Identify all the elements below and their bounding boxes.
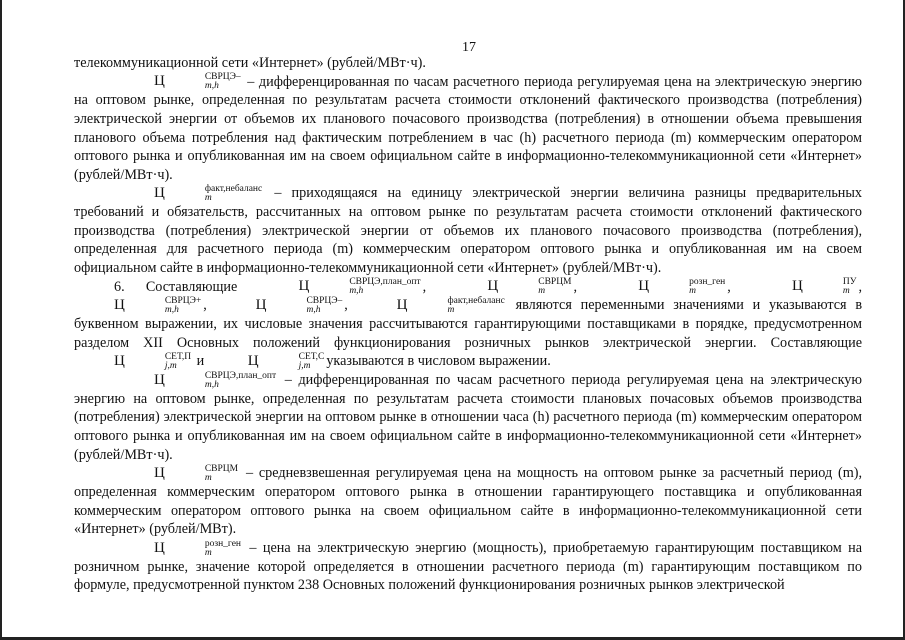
symbol-rozn-gen: Ц розн_ген m	[638, 277, 726, 297]
paragraph-svrcm	[74, 464, 862, 539]
paragraph-item-6: 6. Составляющие Ц СВРЦЭ,план_опт m,h , Ц СВРЦМ m , Ц розн_ген m , Ц ПУ m , Ц СВРЦЭ+ m,h , Ц СВРЦЭ– m,h , Ц факт,небаланс m являются переменными значениями и указываются в буквенном выражении, их числовые значения рассчитываются гарантирующими поставщиками в порядке, предусмотренном разделом XII Основных положений функционирования розничных рынков электрической энергии. Составляющие Ц СЕТ,П j,m и Ц СЕТ,С j,m указываются в числовом выражении.	[74, 277, 863, 372]
symbol-svrcz-minus: Ц СВРЦЭ– m,h	[154, 72, 241, 92]
symbol-svrcm-def: Ц СВРЦМ m	[154, 463, 239, 483]
symbol-set-p: Ц СЕТ,П j,m	[114, 352, 192, 372]
paragraph-rozn-gen	[74, 539, 862, 595]
paragraph-text: – дифференцированная по часам расчетного периода регулируемая цена на электрическую энергию на оптовом рынке, определенная по результатам расчета стоимости отклонений фактического производства (потребления) электрической энергии от объемов их планового почасового производства (потребления) в отношении объема превышения планового объема потребления над фактическим потреблением в час (h) расчетного периода (m) коммерческим оператором оптового рынка и опубликованная им на своем официальном сайте в информационно-телекоммуникационной сети «Интернет» (рублей/МВт·ч).	[74, 73, 862, 183]
scan-border-left	[0, 0, 2, 640]
symbol-fakt-nebalans-2: Ц факт,небаланс m	[396, 296, 505, 316]
paragraph-fakt-nebalans	[74, 184, 862, 277]
symbol-fakt-nebalans: Ц факт,небаланс m	[154, 184, 263, 204]
symbol-svrcz-plan-opt: Ц СВРЦЭ,план_опт m,h	[298, 277, 421, 297]
paragraph-text: – цена на электрическую энергию (мощность), приобретаемую гарантирующим поставщиком на розничном рынке, значение которой определяется в отношении расчетного периода (m) гарантирующим поставщиком по формуле, предусмотренной пунктом 238 Основных положений функционирования розничных рынков электрической	[74, 539, 863, 594]
symbol-svrcm: Ц СВРЦМ m	[487, 277, 572, 297]
page-number: 17	[462, 40, 476, 55]
symbol-set-s: Ц СЕТ,С j,m	[247, 352, 325, 372]
paragraph-svrcz-plan-opt	[74, 371, 862, 464]
document-body	[74, 54, 862, 595]
symbol-svrcz-minus-2: Ц СВРЦЭ– m,h	[255, 296, 343, 316]
paragraph-text: – дифференцированная по часам расчетного периода регулируемая цена на электрическую энергию на оптовом рынке, определенная по результатам расчета стоимости плановых почасовых объемов производства (потребления) электрической энергии на оптовом рынке в отношении часа (h) расчетного периода (m) коммерческим оператором оптового рынка и опубликованная им на своем официальном сайте в информационно-телекоммуникационной сети «Интернет» (рублей/МВт·ч).	[74, 372, 862, 463]
symbol-pu: Ц ПУ m	[792, 277, 857, 297]
paragraph-svrcz-minus	[74, 73, 862, 185]
paragraph-text: – средневзвешенная регулируемая цена на мощность на оптовом рынке за расчетный период (m), определенная коммерческим оператором оптового рынка в отношении гарантирующего поставщика и опубликованная коммерческим оператором оптового рынка на своем официальном сайте в информационно-телекоммуникационной сети «Интернет» (рублей/МВт).	[74, 465, 863, 538]
symbol-rozn-gen-def: Ц розн_ген m	[154, 538, 242, 558]
symbol-svrcz-plus: Ц СВРЦЭ+ m,h	[114, 296, 202, 316]
symbol-svrcz-plan-opt-def: Ц СВРЦЭ,план_опт m,h	[154, 370, 277, 390]
paragraph-continuation: телекоммуникационной сети «Интернет» (рублей/МВт·ч).	[74, 55, 426, 71]
paragraph-text: – приходящаяся на единицу электрической энергии величина разницы предварительных требований и обязательств, рассчитанных на оптовом рынке по результатам расчета стоимости отклонений фактического производства (потребления) электрической энергии от объемов их планового почасового производства (потребления), определенная для расчетного периода (m) коммерческим оператором оптового рынка и опубликованная им на своем официальном сайте в информационно-телекоммуникационной сети «Интернет» (рублей/МВт·ч).	[74, 185, 863, 276]
